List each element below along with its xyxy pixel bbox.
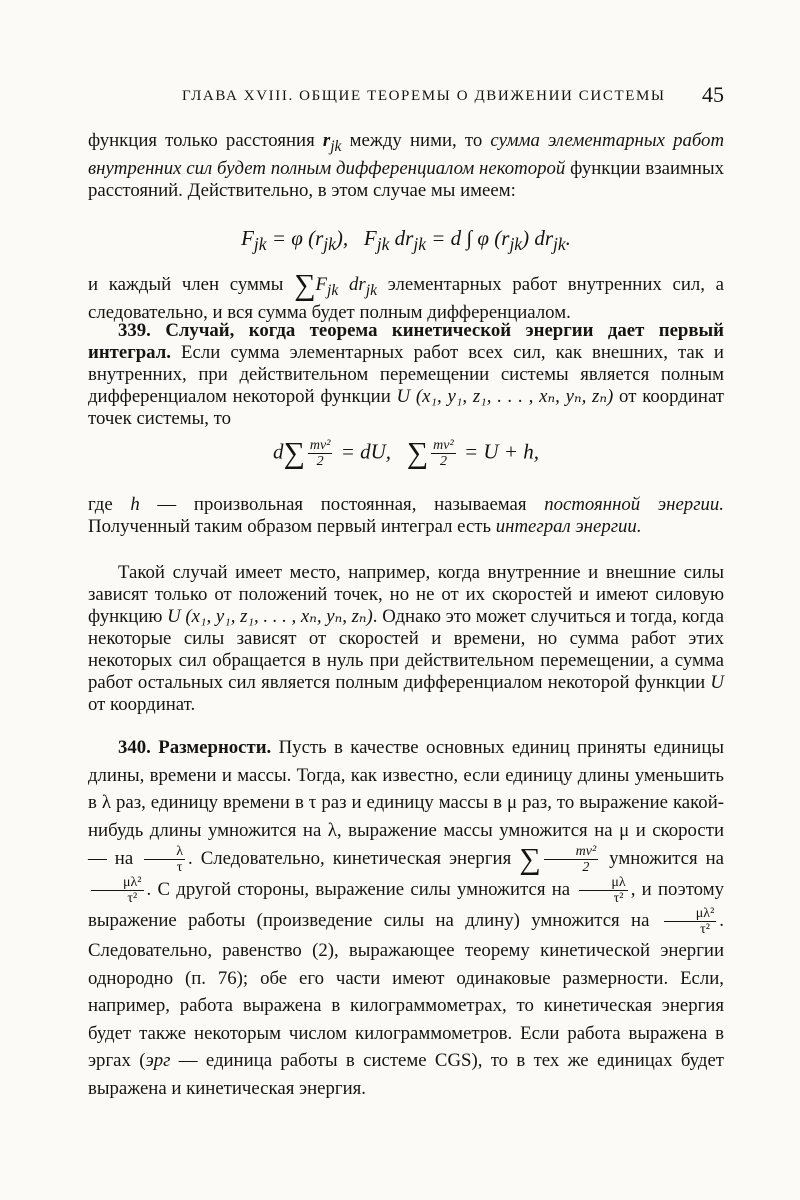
eq-term: = d ∫ φ (r	[425, 226, 510, 250]
eq-term: = φ (r	[266, 226, 324, 250]
fraction-denominator: 2	[431, 453, 456, 469]
sum-symbol: ∑	[406, 436, 429, 470]
section-340	[88, 734, 724, 1102]
fraction	[579, 875, 627, 906]
fraction-numerator: mv²	[433, 438, 454, 453]
formula-inline: U (x₁, y₁, z₁, . . . , xₙ, yₙ, zₙ)	[167, 606, 373, 627]
fraction-numerator: mv²	[309, 438, 331, 453]
eq-sub: jk	[327, 281, 339, 299]
text: . Однако это может случиться и тогда, когда некоторые силы зависят от скоростей и времени, но сумма работ этих некоторых сил обращается в нуль при действительном перемещении, а сумма работ остальных сил является полным дифференциалом некоторой функции	[88, 606, 724, 693]
equation-2	[88, 438, 724, 469]
sum-symbol: ∑	[283, 436, 305, 470]
formula-inline: U (x₁, y₁, z₁, . . . , xₙ, yₙ, zₙ)	[396, 386, 614, 407]
eq-term: = dU,	[335, 439, 392, 464]
eq-term: .	[565, 226, 571, 250]
italic-emphasis: эрг	[145, 1050, 171, 1071]
text: . Следовательно, кинетическая энергия	[188, 847, 520, 869]
text: где	[88, 494, 131, 515]
text: — единица работы в системе CGS), то в тех же единицах будет выражена и кинетическая энергия.	[88, 1050, 724, 1099]
fraction	[544, 844, 599, 875]
text: Пусть в качестве основных единиц приняты единицы длины, времени и массы. Тогда, как известно, если единицу длины уменьшить в λ раз, единицу времени в τ раз и единицу массы в μ раз, то выражение какой-нибудь длины умножится на λ, выражение массы умножится на μ и скорости — на	[88, 737, 724, 869]
eq-term: dr	[389, 226, 414, 250]
eq-term: = U + h,	[458, 439, 539, 464]
text: Полученный таким образом первый интеграл есть	[88, 516, 496, 537]
eq-sub: jk	[323, 234, 336, 255]
text: — произвольная постоянная, называемая	[139, 494, 545, 515]
eq-term: ) dr	[522, 226, 553, 250]
eq-term: d	[273, 439, 284, 464]
eq-sub: jk	[553, 234, 566, 255]
text: , и поэтому выражение работы (произведение силы на длину) умножится на	[88, 878, 724, 931]
italic-emphasis: интеграл энергии.	[495, 516, 642, 537]
text: функция только расстояния	[88, 130, 323, 151]
paragraph-case	[88, 562, 724, 716]
fraction-denominator: τ²	[91, 890, 144, 906]
fraction-denominator: τ²	[579, 890, 627, 906]
text: функции взаимных расстояний. Действительно, в этом случае мы имеем:	[88, 157, 724, 201]
paragraph-energy-integral	[88, 494, 724, 538]
fraction-numerator: mv²	[575, 844, 597, 859]
text: Если сумма элементарных работ всех сил, как внешних, так и внутренних, при действительном перемещении системы является полным дифференциалом некоторой функции	[88, 342, 724, 407]
fraction-denominator: 2	[544, 859, 599, 875]
text: от координат.	[88, 694, 196, 715]
text: умножится на	[601, 847, 725, 869]
eq-sub: jk	[376, 234, 390, 255]
section-heading: 339. Случай, когда теорема кинетической энергии дает первый интеграл.	[88, 320, 724, 363]
paragraph-intro	[88, 130, 724, 202]
running-header	[84, 82, 732, 112]
fraction-denominator: τ²	[664, 921, 717, 937]
fraction	[308, 438, 333, 469]
fraction-numerator: λ	[176, 844, 183, 859]
fraction	[144, 844, 185, 875]
text: элементарных работ внутренних сил, а следовательно, и вся сумма будет полным дифференциалом.	[88, 274, 724, 323]
fraction-numerator: μλ	[611, 875, 626, 890]
chapter-title: ГЛАВА XVIII. ОБЩИЕ ТЕОРЕМЫ О ДВИЖЕНИИ СИСТЕМЫ	[182, 88, 666, 104]
italic-emphasis: сумма элементарных работ внутренних сил будет полным дифференциалом некоторой	[88, 130, 725, 179]
var-h: h	[130, 494, 140, 515]
fraction	[431, 438, 456, 469]
eq-sub: jk	[253, 234, 267, 255]
var-U: U	[710, 672, 724, 693]
eq-term: ),	[335, 226, 349, 250]
text: между ними, то	[341, 130, 491, 151]
section-heading: 340. Размерности.	[118, 737, 272, 758]
var-r: r	[322, 130, 331, 151]
sum-symbol: ∑	[519, 842, 541, 876]
text: . С другой стороны, выражение силы умножится на	[146, 878, 577, 900]
text: . Следовательно, равенство (2), выражающее теорему кинетической энергии однородно (п. 76); обе его части имеют одинаковые размерности. Если, например, работа выражена в килограммометрах, то кинетическая энергия будет также некоторым числом килограммометров. Если работа выражена в эргах (	[88, 909, 724, 1071]
equation-1	[88, 226, 724, 255]
eq-term: F	[363, 226, 377, 250]
eq-sub: jk	[365, 281, 378, 299]
eq-term: F	[241, 226, 254, 250]
eq-term: dr	[338, 274, 366, 295]
text: и каждый член суммы	[88, 274, 295, 295]
text: от координат точек системы, то	[88, 386, 725, 429]
fraction	[91, 875, 144, 906]
eq-sub: jk	[509, 234, 523, 255]
page-number: 45	[702, 82, 724, 107]
section-339	[88, 320, 724, 430]
eq-sub: jk	[413, 234, 426, 255]
italic-emphasis: постоянной энергии.	[544, 494, 725, 515]
sum-symbol: ∑	[294, 268, 316, 302]
fraction-denominator: 2	[308, 453, 333, 469]
fraction	[664, 906, 717, 937]
fraction-denominator: τ	[144, 859, 185, 875]
eq-term: F	[315, 274, 327, 295]
fraction-numerator: μλ²	[695, 906, 715, 921]
paragraph-sum	[88, 268, 724, 324]
var-sub: jk	[330, 137, 342, 155]
fraction-numerator: μλ²	[123, 875, 142, 890]
text: Такой случай имеет место, например, когда внутренние и внешние силы зависят только от положений точек, но не от их скоростей и имеют силовую функцию	[88, 562, 724, 627]
